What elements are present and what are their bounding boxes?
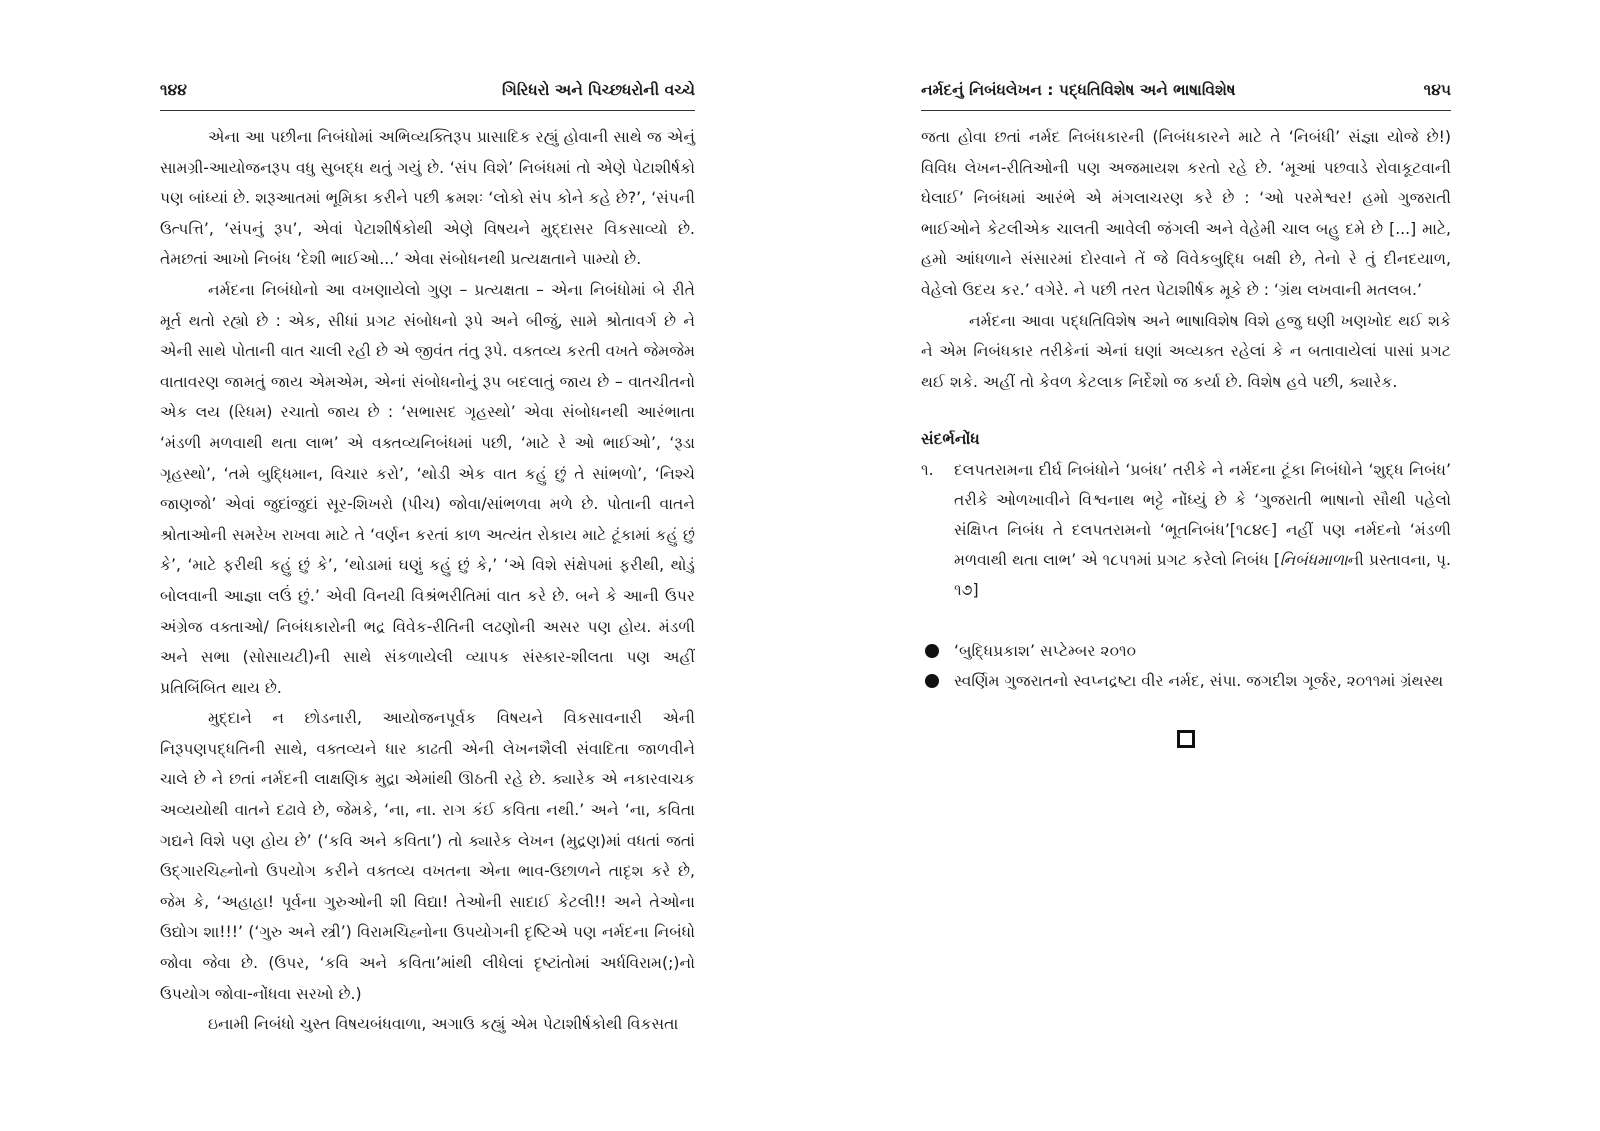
source-item-2: સ્વર્ણિમ ગુજરાતનો સ્વપ્નદ્રષ્ટા વીર નર્મદ, સંપા. જગદીશ ગૂર્જર, ૨૦૧૧માં ગ્રંથસ્થ bbox=[954, 672, 1444, 690]
list-item bbox=[921, 666, 1451, 696]
list-item bbox=[921, 636, 1451, 666]
right-continuation-paragraph: જતા હોવા છતાં નર્મદ નિબંધકારની (નિબંધકારને માટે તે ‘નિબંધી’ સંજ્ઞા યોજે છે!) વિવિધ લેખન-રીતિઓની પણ અજમાયશ કરતો રહે છે. ‘મૂઆં પછવાડે રોવાકૂટવાની ઘેલાઈ’ નિબંધમાં આરંભે એ મંગલાચરણ કરે છે : ‘ઓ પરમેશ્વર! હમો ગુજરાતી ભાઈઓને કેટલીએક ચાલતી આવેલી જંગલી અને વેહેમી ચાલ બહુ દમે છે [...] માટે, હમો આંધળાને સંસારમાં દોરવાને તેં જે વિવેકબુદ્ધિ બક્ષી છે, તેનો રે તું દીનદયાળ, વેહેલો ઉદય કર.’ વગેરે. ને પછી તરત પેટાશીર્ષક મૂકે છે : ‘ગ્રંથ લખવાની મતલબ.’ bbox=[921, 128, 1451, 299]
left-running-head bbox=[160, 70, 695, 111]
left-running-title: ગિરિધરો અને પિચ્છધરોની વચ્ચે bbox=[502, 81, 695, 99]
notes-heading: સંદર્ભનોંધ bbox=[921, 430, 980, 448]
right-body-text bbox=[921, 122, 1451, 397]
footnote-number: ૧. bbox=[921, 461, 934, 479]
left-body-text bbox=[160, 122, 695, 1040]
bullet-icon bbox=[925, 674, 939, 688]
bullet-icon bbox=[925, 644, 939, 658]
right-paragraph: નર્મદના આવા પદ્ધતિવિશેષ અને ભાષાવિશેષ વિશે હજુ ઘણી ખણખોદ થઈ શકે ને એમ નિબંધકાર તરીકેનાં એનાં ઘણાં અવ્યક્ત રહેલાં કે ન બતાવાયેલાં પાસાં પ્રગટ થઈ શકે. અહીં તો કેવળ કેટલાક નિર્દેશો જ કર્યા છે. વિશેષ હવે પછી, ક્યારેક. bbox=[921, 311, 1451, 391]
right-running-head bbox=[921, 70, 1451, 111]
left-page-number: ૧૪૪ bbox=[160, 81, 187, 99]
left-paragraph-4: ઇનામી નિબંધો ચુસ્ત વિષયબંધવાળા, અગાઉ કહ્યું એમ પેટાશીર્ષકોથી વિકસતા bbox=[208, 1015, 679, 1034]
left-paragraph-1: એના આ પછીના નિબંધોમાં અભિવ્યક્તિરૂપ પ્રાસાદિક રહ્યું હોવાની સાથે જ એનું સામગ્રી-આયોજનરૂપ વધુ સુબદ્ધ થતું ગયું છે. ‘સંપ વિશે’ નિબંધમાં તો એણે પેટાશીર્ષકો પણ બાંધ્યાં છે. શરૂઆતમાં ભૂમિકા કરીને પછી ક્રમશઃ ‘લોકો સંપ કોને કહે છે?’, ‘સંપની ઉત્પત્તિ’, ‘સંપનું રૂપ’, એવાં પેટાશીર્ષકોથી એણે વિષયને મુદ્દાસર વિકસાવ્યો છે. તેમછતાં આખો નિબંધ ‘દેશી ભાઈઓ...’ એવા સંબોધનથી પ્રત્યક્ષતાને પામ્યો છે. bbox=[160, 128, 695, 269]
right-running-title: નર્મદનું નિબંધલેખન : પદ્ધતિવિશેષ અને ભાષાવિશેષ bbox=[921, 81, 1236, 99]
footnote-italic-title: નિબંધમાળા bbox=[1279, 551, 1348, 569]
left-paragraph-2: નર્મદના નિબંધોનો આ વખણાયેલો ગુણ – પ્રત્યક્ષતા – એના નિબંધોમાં બે રીતે મૂર્ત થતો રહ્યો છે : એક, સીધાં પ્રગટ સંબોધનો રૂપે અને બીજું, સામે શ્રોતાવર્ગ છે ને એની સાથે પોતાની વાત ચાલી રહી છે એ જીવંત તંતુ રૂપે. વક્તવ્ય કરતી વખતે જેમજેમ વાતાવરણ જામતું જાય એમએમ, એનાં સંબોધનોનું રૂપ બદલાતું જાય છે – વાતચીતનો એક લય (રિધમ) રચાતો જાય છે : ‘સભાસદ ગૃહસ્થો’ એવા સંબોધનથી આરંભાતા ‘મંડળી મળવાથી થતા લાભ’ એ વક્તવ્યનિબંધમાં પછી, ‘માટે રે ઓ ભાઈઓ’, ‘રૂડા ગૃહસ્થો’, ‘તમે બુદ્ધિમાન, વિચાર કરો’, ‘થોડી એક વાત કહું છું તે સાંભળો’, ‘નિશ્ચે જાણજો’ એવાં જુદાંજુદાં સૂર-શિખરો (પીચ) જોવા/સાંભળવા મળે છે. પોતાની વાતને શ્રોતાઓની સમરેખ રાખવા માટે તે ‘વર્ણન કરતાં કાળ અત્યંત રોકાય માટે ટૂંકામાં કહું છું કે’, ‘માટે ફરીથી કહું છું કે’, ‘થોડામાં ઘણું કહું છું કે,’ ‘એ વિશે સંક્ષેપમાં ફરીથી, થોડું બોલવાની આજ્ઞા લઉં છું.’ એવી વિનયી વિશ્રંભરીતિમાં વાત કરે છે. બને કે આની ઉપર અંગ્રેજ વક્તાઓ/ નિબંધકારોની ભદ્ર વિવેક-રીતિની લઢણોની અસર પણ હોય. મંડળી અને સભા (સોસાયટી)ની સાથે સંકળાયેલી વ્યાપક સંસ્કાર-શીલતા પણ અહીં પ્રતિબિંબિત થાય છે. bbox=[160, 280, 695, 697]
footnote-1 bbox=[921, 455, 1451, 605]
end-of-article-square-icon bbox=[1177, 730, 1195, 748]
footnote-text-part-2: ની પ્રસ્તાવના, પૃ. ૧૭] bbox=[954, 551, 1451, 599]
footnote-text bbox=[954, 455, 1451, 605]
left-paragraph-3: મુદ્દાને ન છોડનારી, આયોજનપૂર્વક વિષયને વિકસાવનારી એની નિરૂપણપદ્ધતિની સાથે, વક્તવ્યને ધાર કાઢતી એની લેખનશૈલી સંવાદિતા જાળવીને ચાલે છે ને છતાં નર્મદની લાક્ષણિક મુદ્રા એમાંથી ઊઠતી રહે છે. ક્યારેક એ નકારવાચક અવ્યયોથી વાતને દઢાવે છે, જેમકે, ‘ના, ના. રાગ કંઈ કવિતા નથી.’ અને ‘ના, કવિતા ગદ્યને વિશે પણ હોય છે’ (‘કવિ અને કવિતા’) તો ક્યારેક લેખન (મુદ્રણ)માં વધતાં જતાં ઉદ્‌ગારચિહ્નોનો ઉપયોગ કરીને વક્તવ્ય વખતના એના ભાવ-ઉછાળને તાદૃશ કરે છે, જેમ કે, ‘અહાહા! પૂર્વના ગુરુઓની શી વિદ્યા! તેઓની સાદાઈ કેટલી!! અને તેઓના ઉદ્યોગ શા!!!’ (‘ગુરુ અને સ્ત્રી’) વિરામચિહ્નોના ઉપયોગની દૃષ્ટિએ પણ નર્મદના નિબંધો જોવા જેવા છે. (ઉપર, ‘કવિ અને કવિતા’માંથી લીધેલાં દૃષ્ટાંતોમાં અર્ધવિરામ(;)નો ઉપયોગ જોવા-નોંધવા સરખો છે.) bbox=[160, 709, 695, 1003]
source-item-1: ‘બુદ્ધિપ્રકાશ’ સપ્ટેમ્બર ૨૦૧૦ bbox=[954, 642, 1136, 660]
source-list bbox=[921, 636, 1451, 696]
footnote-text-part-1: દલપતરામના દીર્ઘ નિબંધોને ‘પ્રબંધ’ તરીકે ને નર્મદના ટૂંકા નિબંધોને ‘શુદ્ધ નિબંધ’ તરીકે ઓળખાવીને વિશ્વનાથ ભટ્ટે નોંધ્યું છે કે ‘ગુજરાતી ભાષાનો સૌથી પહેલો સંક્ષિપ્ત નિબંધ તે દલપતરામનો ‘ભૂતનિબંધ’[૧૮૪૯] નહીં પણ નર્મદનો ‘મંડળી મળવાથી થતા લાભ’ એ ૧૮૫૧માં પ્રગટ કરેલો નિબંધ [ bbox=[954, 461, 1451, 569]
right-page-number: ૧૪૫ bbox=[1423, 81, 1451, 99]
